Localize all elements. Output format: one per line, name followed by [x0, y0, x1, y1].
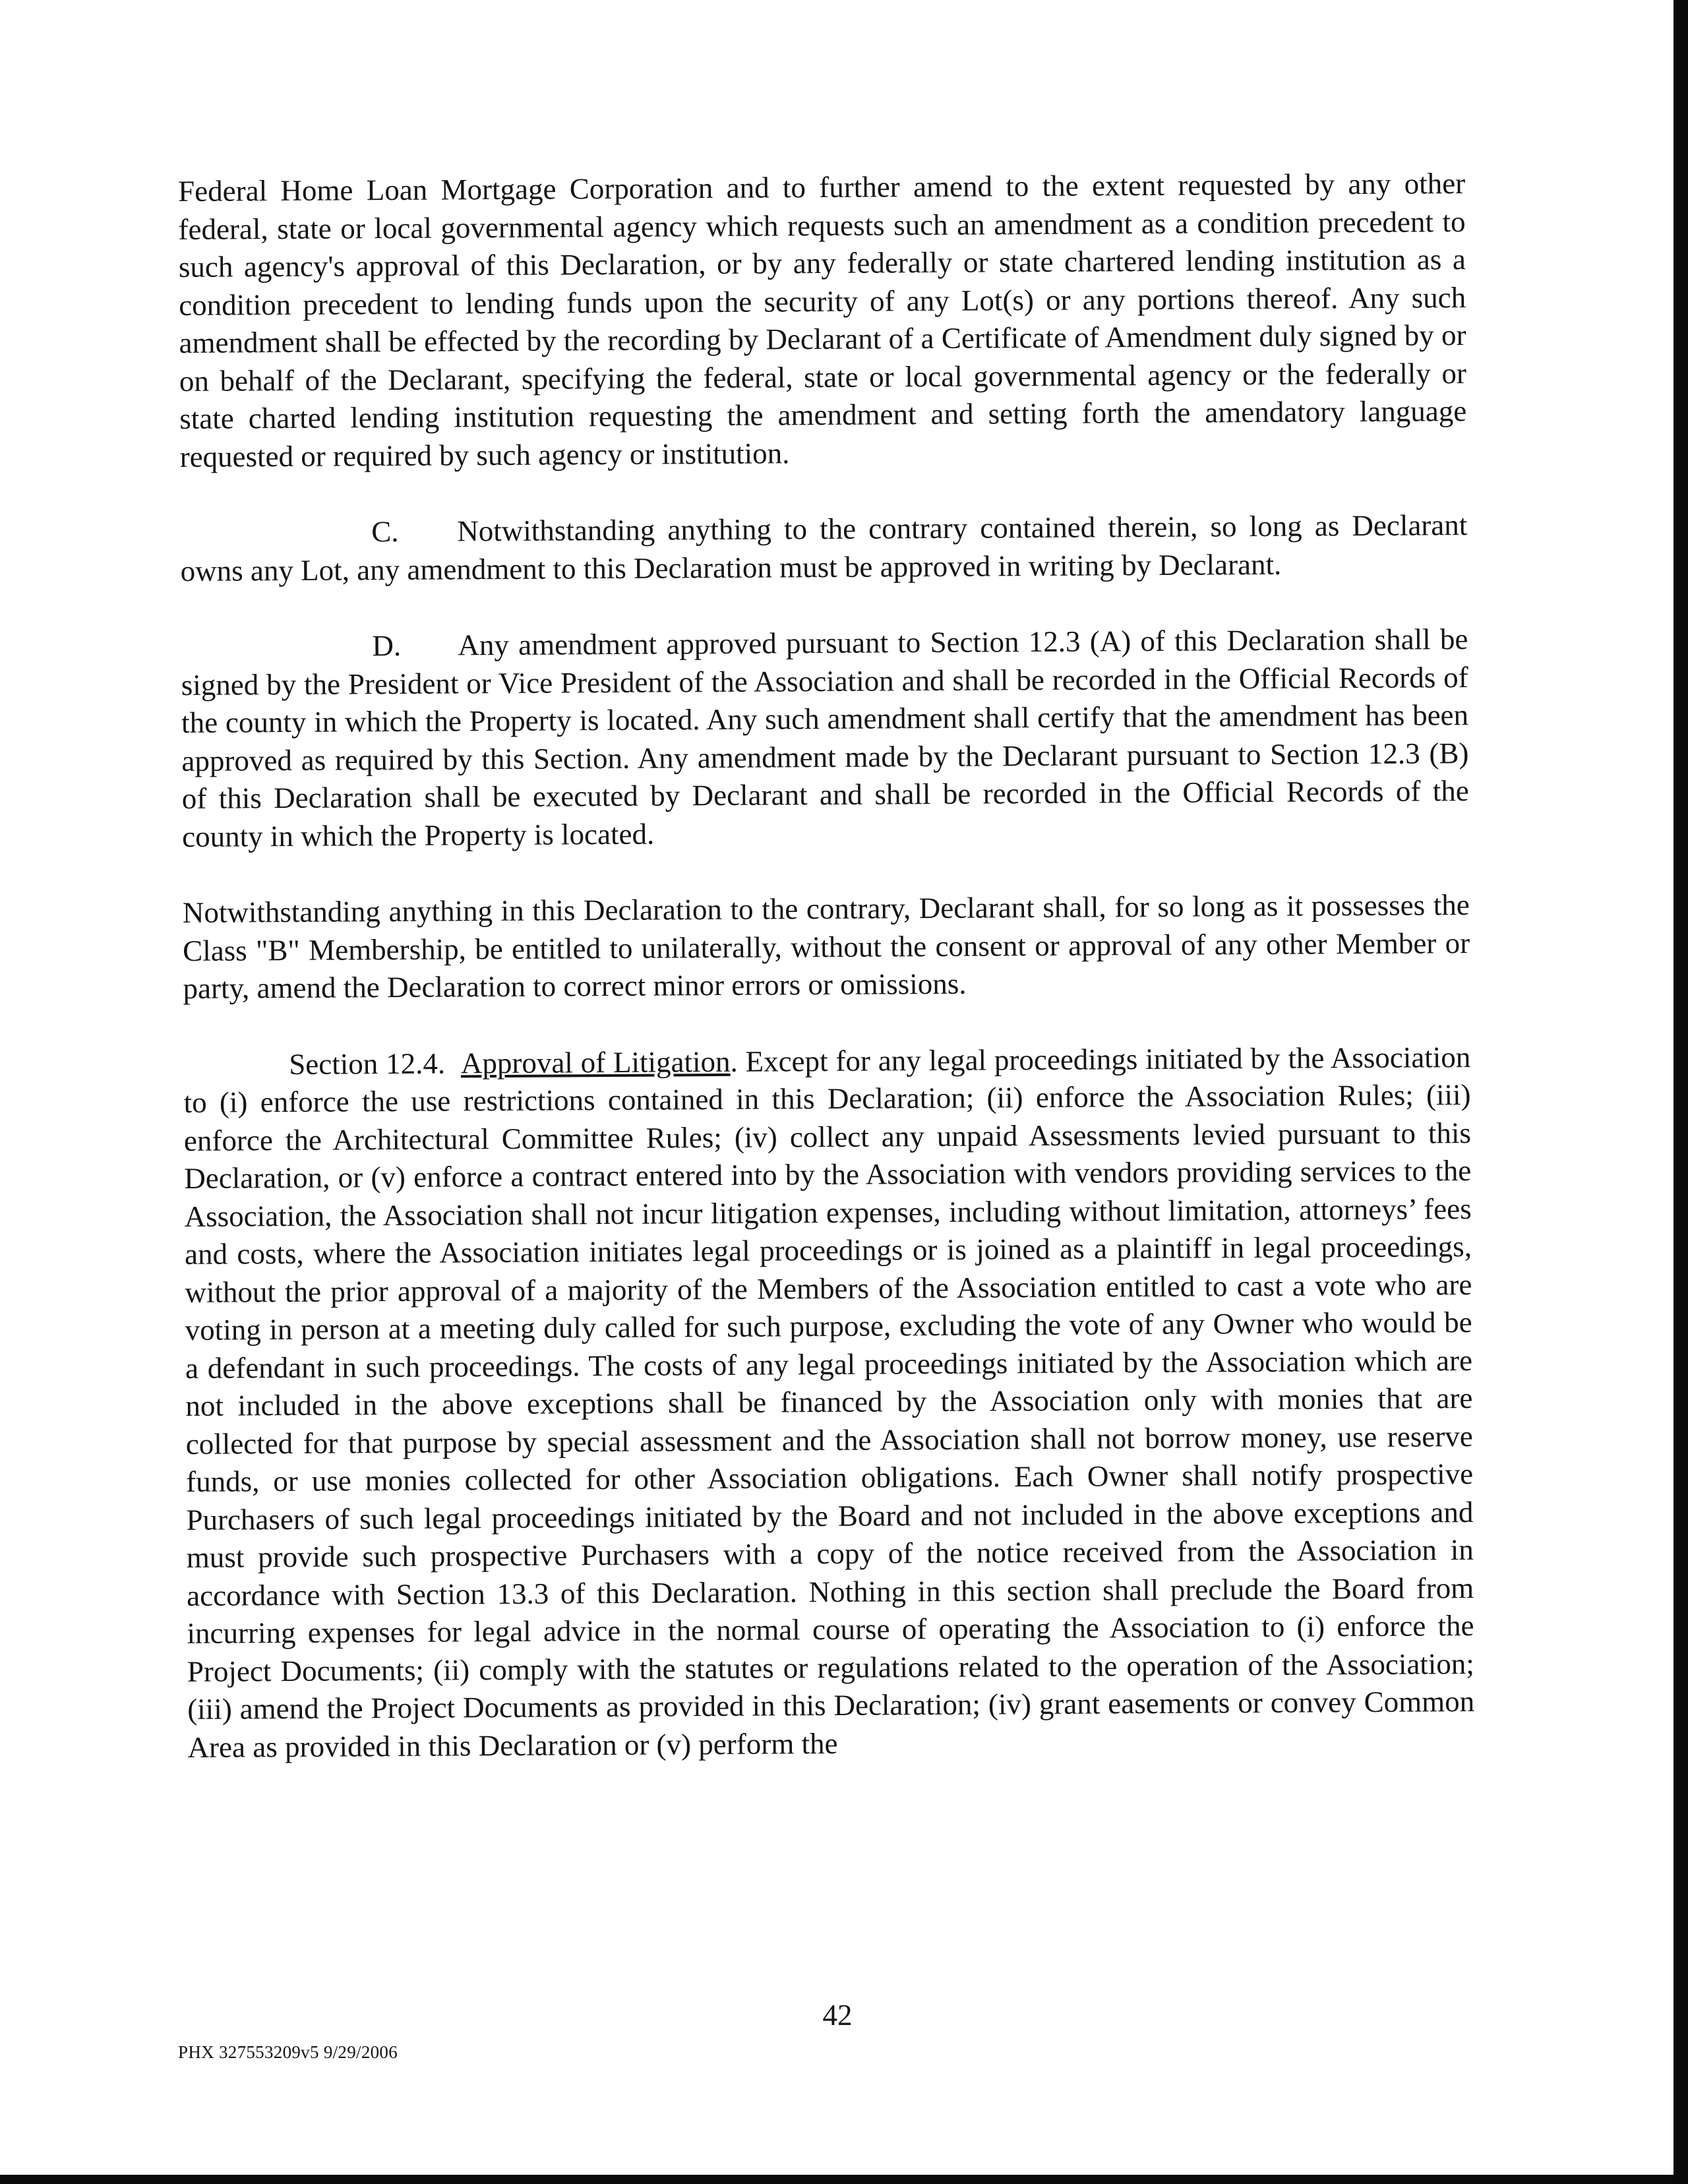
- section-12-4-text: . Except for any legal proceedings initiated by the Association to (i) enforce the use restrictions contained in this Declaration; (ii) enforce the Association Rules; (iii) enforce the Architectural Committee Rules; (iv) collect any unpaid Assessments levied pursuant to this Declaration, or (v) enforce a contract entered into by the Association with vendors providing services to the Association, the Association shall not incur litigation expenses, including without limitation, attorneys’ fees and costs, where the Association initiates legal proceedings or is joined as a plaintiff in legal proceedings, without the prior approval of a majority of the Members of the Association entitled to cast a vote who are voting in person at a meeting duly called for such purpose, excluding the vote of any Owner who would be a defendant in such proceedings. The costs of any legal proceedings initiated by the Association which are not included in the above exceptions shall be financed by the Association only with monies that are collected for that purpose by special assessment and the Association shall not borrow money, use reserve funds, or use monies collected for other Association obligations. Each Owner shall notify prospective Purchasers of such legal proceedings initiated by the Board and not included in the above exceptions and must provide such prospective Purchasers with a copy of the notice received from the Association in accordance with Section 13.3 of this Declaration. Nothing in this section shall preclude the Board from incurring expenses for legal advice in the normal course of operating the Association to (i) enforce the Project Documents; (ii) comply with the statutes or regulations related to the operation of the Association; (iii) amend the Project Documents as provided in this Declaration; (iv) grant easements or convey Common Area as provided in this Declaration or (v) perform the: [183, 1040, 1475, 1764]
- scan-edge-bottom: [0, 2175, 1688, 2184]
- document-id-footer: PHX 327553209v5 9/29/2006: [178, 2042, 398, 2062]
- scan-edge-right: [1673, 0, 1688, 2184]
- paragraph-amendment-continued: Federal Home Loan Mortgage Corporation and to further amend to the extent requested by any other federal, state or local governmental agency which requests such an amendment as a condition precedent to such agency's approval of this Declaration, or by any federally or state chartered lending institution as a condition precedent to lending funds upon the security of any Lot(s) or any portions thereof. Any such amendment shall be effected by the recording by Declarant of a Certificate of Amendment duly signed by or on behalf of the Declarant, specifying the federal, state or local governmental agency or the federally or state charted lending institution requesting the amendment and setting forth the amendatory language requested or required by such agency or institution.: [178, 167, 1467, 473]
- paragraph-d-text: Any amendment approved pursuant to Section 12.3 (A) of this Declaration shall be signed by the President or Vice President of the Association and shall be recorded in the Official Records of the county in which the Property is located. Any such amendment shall certify that the amendment has been approved as required by this Section. Any amendment made by the Declarant pursuant to Section 12.3 (B) of this Declaration shall be executed by Declarant and shall be recorded in the Official Records of the county in which the Property is located.: [181, 622, 1469, 853]
- section-12-4: [183, 1039, 1475, 1767]
- paragraph-c-text: Notwithstanding anything to the contrary contained therein, so long as Declarant owns any Lot, any amendment to this Declaration must be approved in writing by Declarant.: [180, 508, 1468, 588]
- page-number: 42: [822, 1999, 853, 2032]
- paragraph-d-marker: D.: [372, 628, 402, 663]
- paragraph-class-b-amendment: Notwithstanding anything in this Declaration to the contrary, Declarant shall, for so long as it possesses the Class "B" Membership, be entitled to unilaterally, without the consent or approval of any other Member or party, amend the Declaration to correct minor errors or omissions.: [182, 888, 1470, 1005]
- paragraph-c: [180, 506, 1468, 590]
- page-body: [178, 165, 1475, 1767]
- section-12-4-heading: Approval of Litigation: [460, 1045, 731, 1079]
- paragraph-c-marker: C.: [371, 514, 399, 549]
- section-12-4-number: Section 12.4.: [289, 1046, 446, 1081]
- paragraph-d: [181, 621, 1469, 856]
